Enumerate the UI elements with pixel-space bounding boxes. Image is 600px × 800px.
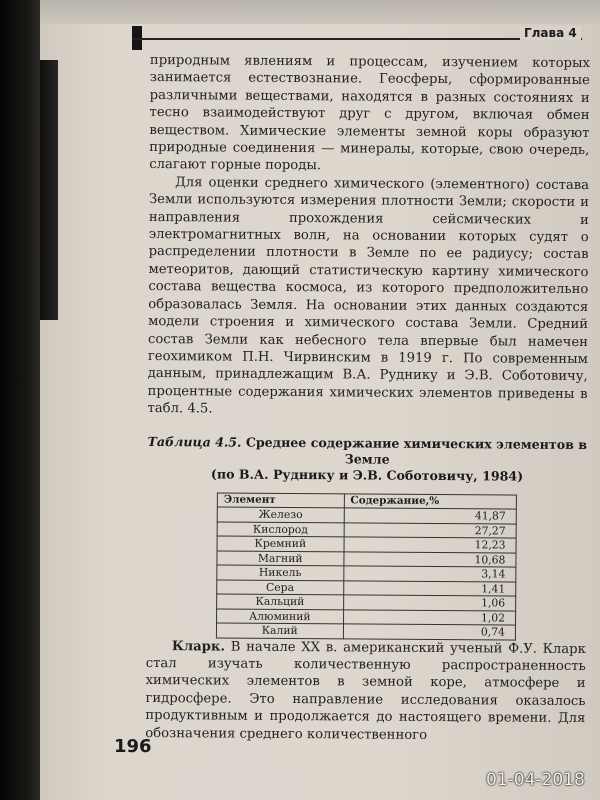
table-caption-label: Таблица 4.5.: [147, 433, 242, 450]
table-caption-text: Среднее содержание химических элементов в Земле: [245, 434, 588, 467]
element-cell: Никель: [217, 565, 344, 580]
table-row: [217, 609, 516, 626]
header-rule: [132, 38, 582, 40]
table-row: [217, 536, 516, 553]
content-cell: 1,41: [343, 580, 516, 596]
clarke-text: В начале XX в. американский ученый Ф.У. Кларк стал изучать количественную распространенность химических элементов в земной коре, атмосфере и гидросфере. Это направление исследования оказалось продуктивным и продолжается до настоящего времени. Для обозначения среднего количественного: [145, 639, 586, 743]
column-header-content: Содержание,%: [344, 493, 517, 509]
table-row: [217, 551, 516, 568]
page-shadow-bar: [40, 60, 58, 320]
table-header-row: [217, 493, 516, 510]
content-cell: 1,02: [343, 609, 516, 625]
book-page: [40, 0, 600, 800]
book-edge: [0, 0, 40, 800]
element-cell: Кальций: [217, 594, 344, 609]
element-cell: Кислород: [217, 522, 344, 537]
element-cell: Калий: [216, 623, 343, 638]
element-table: [216, 492, 517, 640]
paragraph-1: природным явлениям и процессам, изучением которых занимается естествознание. Геосферы, сформированные различными веществами, находятся в разных состояниях и тесно взаимодействуют друг с другом, включая обмен веществом. Химические элементы земной коры образуют природные соединения — минералы, которые, свою очередь, слагают горные породы.: [149, 52, 590, 174]
element-cell: Сера: [217, 580, 344, 595]
table-row: [217, 507, 516, 524]
table-caption: [147, 434, 587, 485]
paragraph-2: Для оценки среднего химического (элементного) состава Земли используются измерения плотности Земли; скорости и направления прохождения сейсмических и электромагнитных волн, на основании которых судят о распределении плотности в Земле по ее радиусу; состав метеоритов, дающий статистическую картину химического состава вещества космоса, из которого предположительно образовалась Земля. На основании этих данных создаются модели строения и химического состава Земли. Средний состав Земли как небесного тела впервые был намечен геохимиком П.Н. Чирвинским в 1919 г. По современным данным, принадлежащим В.А. Руднику и Э.В. Соботовичу, процентные содержания химических элементов приведены в табл. 4.5.: [147, 175, 590, 417]
table-row: [217, 565, 516, 582]
content-cell: 1,06: [343, 595, 516, 611]
date-stamp: 01-04-2018: [486, 770, 585, 790]
column-header-element: Элемент: [217, 493, 344, 508]
element-cell: Кремний: [217, 536, 344, 551]
content-cell: 3,14: [343, 566, 516, 582]
content-cell: 10,68: [343, 551, 516, 567]
element-cell: Алюминий: [217, 609, 344, 624]
previous-page-strip: [40, 0, 600, 24]
table-row: [217, 594, 516, 611]
page-number: 196: [114, 736, 152, 757]
text-column: [145, 52, 590, 745]
content-cell: 41,87: [344, 508, 517, 524]
element-cell: Магний: [217, 551, 344, 566]
table-row: [216, 623, 515, 640]
table-caption-source: (по В.А. Руднику и Э.В. Соботовичу, 1984): [210, 465, 524, 484]
content-cell: 12,23: [344, 537, 517, 553]
clarke-lead: Кларк.: [171, 638, 226, 655]
content-cell: 27,27: [344, 522, 517, 538]
chapter-label: Глава 4: [520, 26, 581, 40]
paragraph-clarke: [145, 638, 586, 746]
element-cell: Железо: [217, 507, 344, 522]
content-cell: 0,74: [343, 624, 516, 640]
table-row: [217, 522, 516, 539]
